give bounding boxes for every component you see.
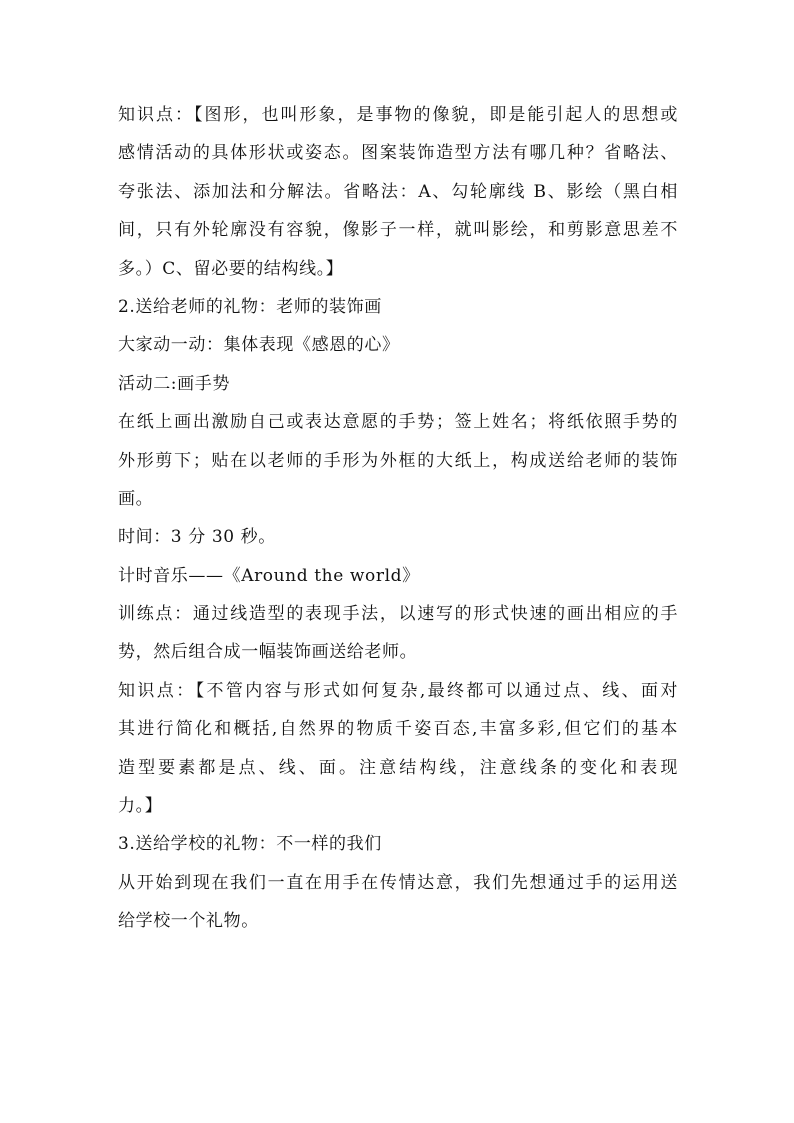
text-line: 给学校一个礼物。 (118, 911, 259, 932)
text-line: 其进行简化和概括,自然界的物质千姿百态,丰富多彩,但它们的基本 (118, 719, 678, 740)
text-line: 计时音乐——《Around the world》 (118, 565, 420, 586)
text-line: 外形剪下；贴在以老师的手形为外框的大纸上，构成送给老师的装饰 (118, 450, 678, 471)
document-body (118, 96, 678, 941)
section-heading: 2.送给老师的礼物：老师的装饰画 (118, 296, 382, 317)
text-line: 从开始到现在我们一直在用手在传情达意，我们先想通过手的运用送 (118, 872, 678, 893)
text-line: 活动二:画手势 (118, 373, 230, 394)
text-line: 夸张法、添加法和分解法。省略法：A、勾轮廓线 B、影绘（黑白相 (118, 181, 678, 202)
text-line: 大家动一动：集体表现《感恩的心》 (118, 335, 400, 356)
text-line: 画。 (118, 488, 154, 509)
text-line: 知识点：【不管内容与形式如何复杂,最终都可以通过点、线、面对 (118, 680, 678, 701)
text-line: 间，只有外轮廓没有容貌，像影子一样，就叫影绘，和剪影意思差不 (118, 220, 678, 241)
text-line: 在纸上画出激励自己或表达意愿的手势；签上姓名；将纸依照手势的 (118, 412, 678, 433)
text-line: 感情活动的具体形状或姿态。图案装饰造型方法有哪几种？省略法、 (118, 143, 678, 164)
text-line: 多。）C、留必要的结构线。】 (118, 258, 344, 279)
text-line: 知识点：【图形，也叫形象，是事物的像貌，即是能引起人的思想或 (118, 105, 678, 125)
text-line: 时间：3 分 30 秒。 (118, 527, 276, 548)
text-line: 造型要素都是点、线、面。注意结构线，注意线条的变化和表现 (118, 757, 678, 778)
text-line: 力。】 (118, 796, 163, 817)
section-heading: 3.送给学校的礼物：不一样的我们 (118, 834, 382, 855)
text-line: 训练点：通过线造型的表现手法，以速写的形式快速的画出相应的手 (118, 604, 678, 625)
text-line: 势，然后组合成一幅装饰画送给老师。 (118, 642, 418, 663)
